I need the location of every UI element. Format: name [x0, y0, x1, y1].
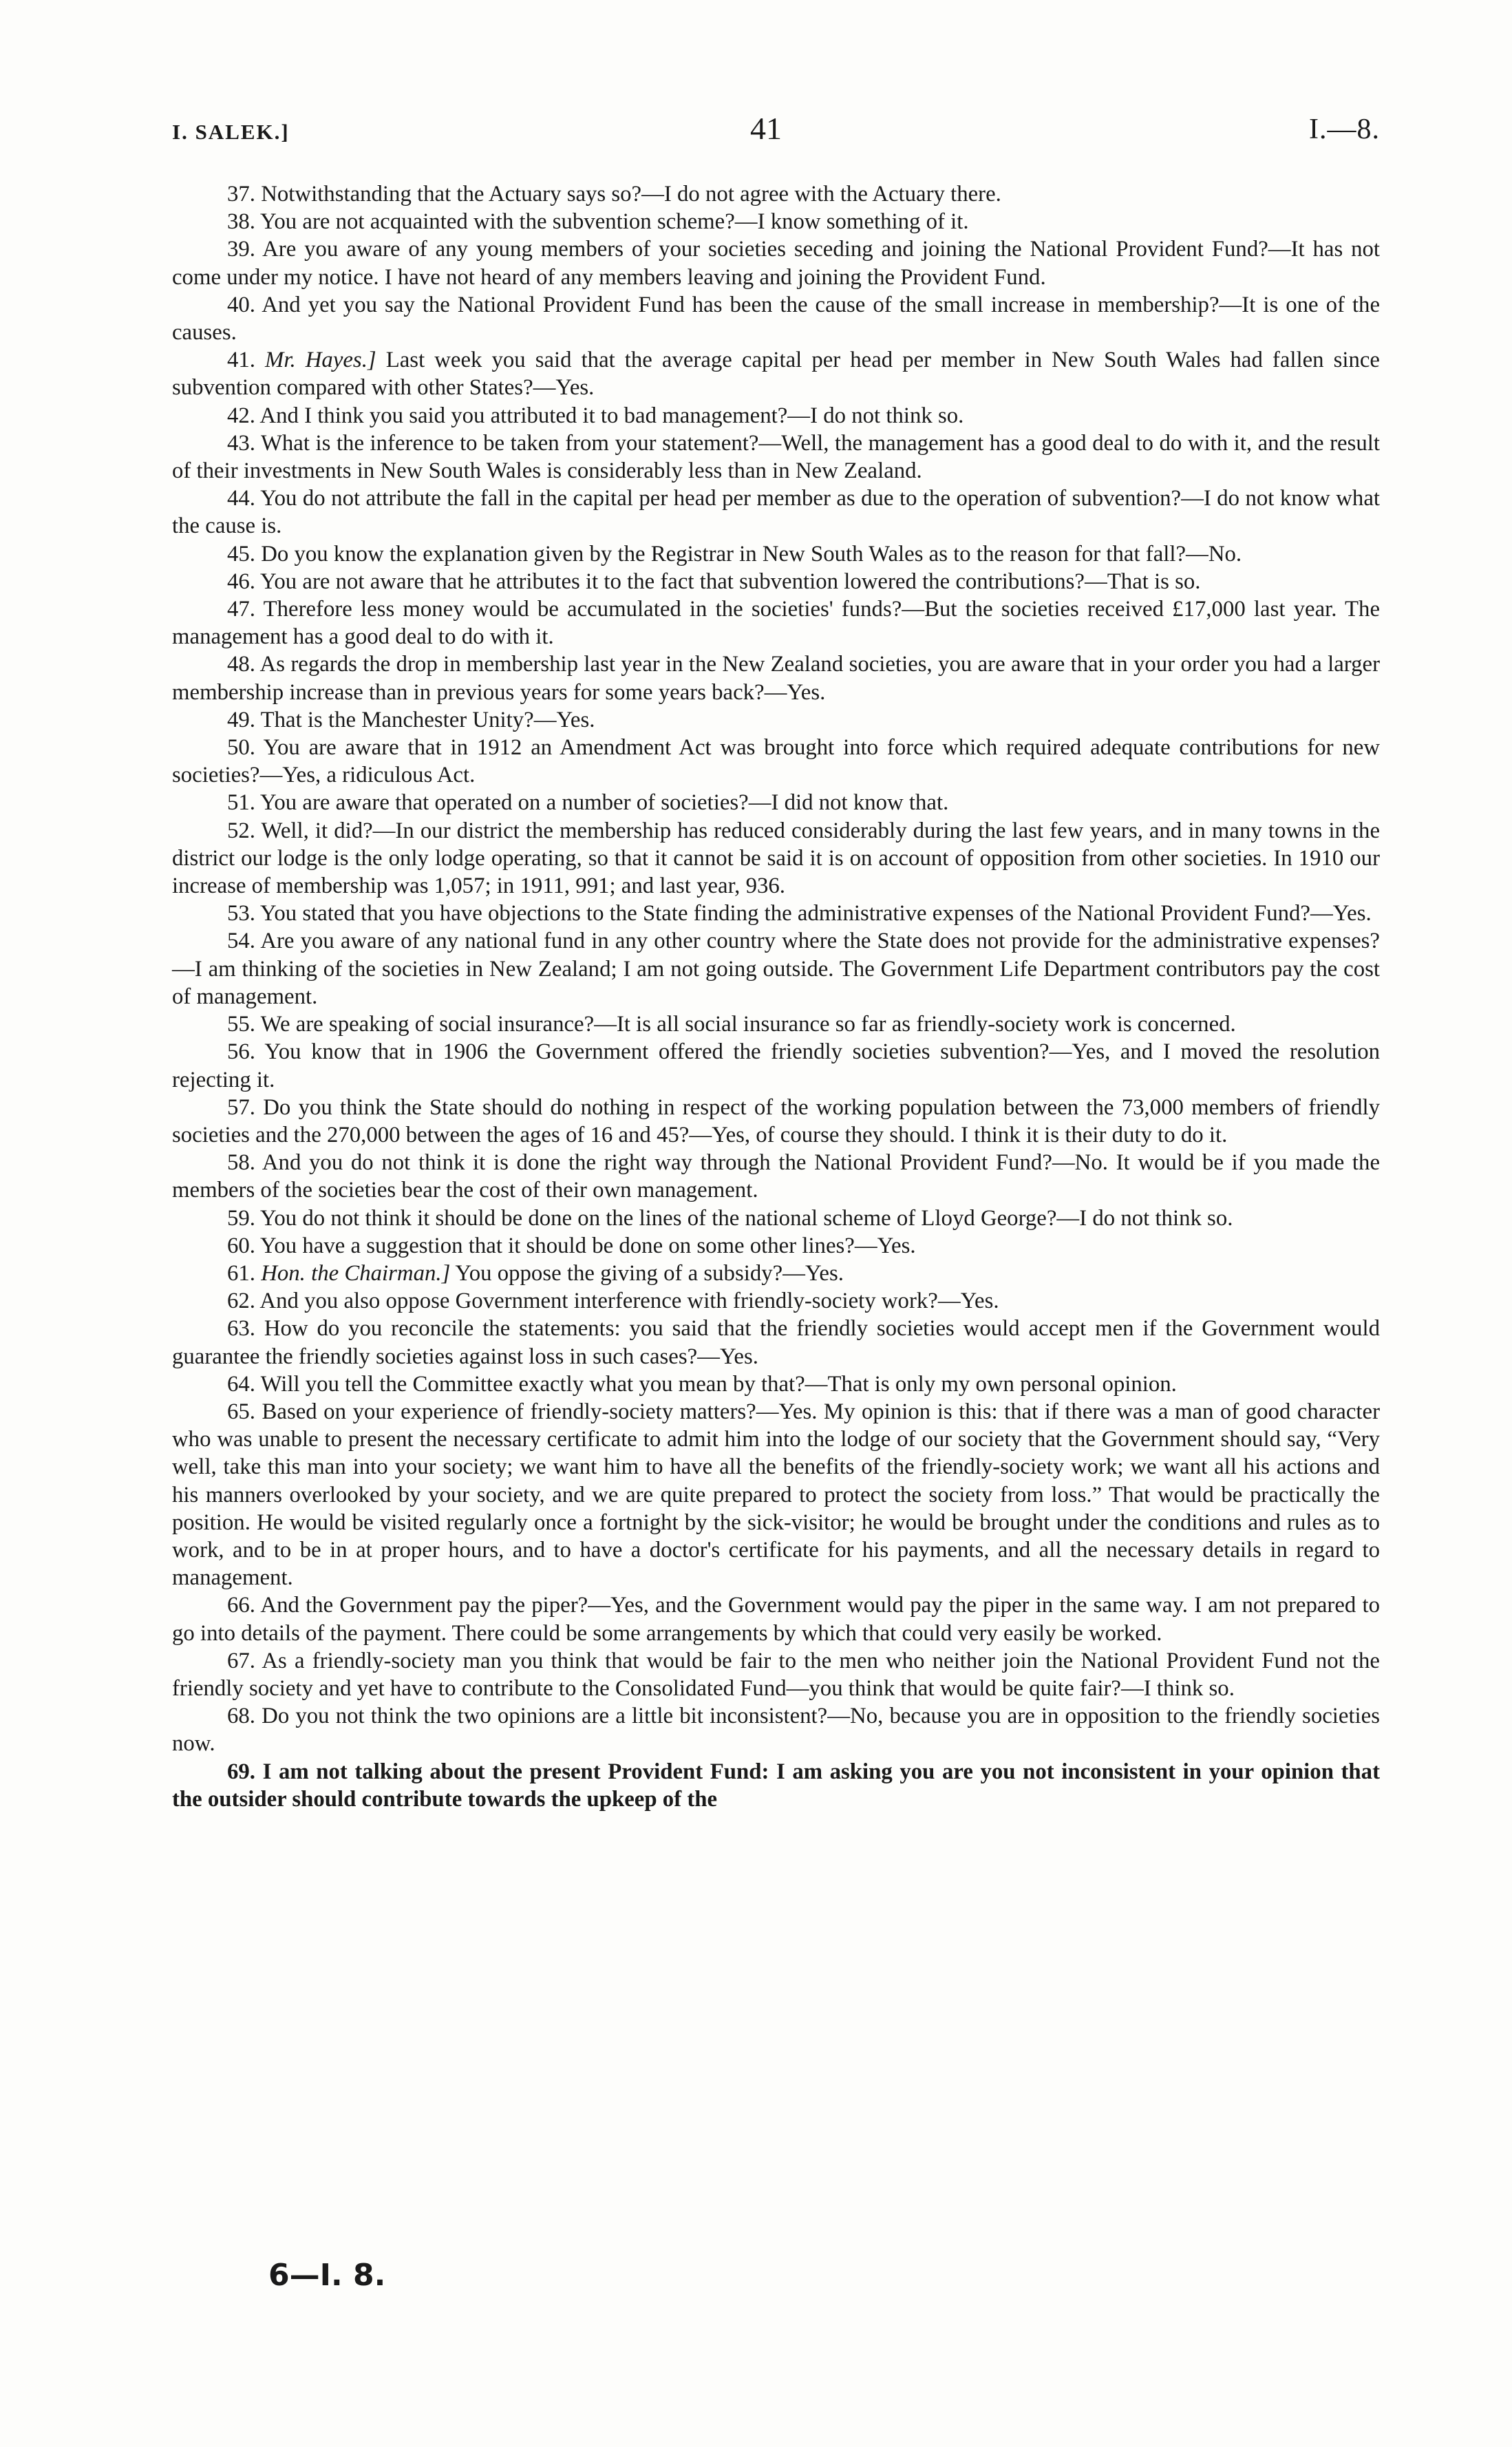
question-text: You are not aware that he attributes it to the fact that subvention lowered the contributions?—That is so.	[259, 569, 1201, 594]
question-text: Are you aware of any young members of your societies seceding and joining the National Provident Fund?—It has not come under my notice. I have not heard of any members leaving and joining the Provident Fund.	[172, 237, 1381, 290]
question-number: 52.	[227, 818, 255, 843]
question-paragraph	[172, 1094, 1380, 1149]
page-body	[172, 180, 1380, 1813]
question-paragraph	[172, 1591, 1380, 1646]
question-text: Will you tell the Committee exactly what you mean by that?—That is only my own personal opinion.	[260, 1371, 1177, 1397]
question-paragraph	[172, 595, 1380, 650]
question-paragraph	[172, 1232, 1380, 1260]
page-number: 41	[750, 111, 782, 146]
question-number: 58.	[227, 1150, 255, 1176]
question-number: 53.	[227, 901, 255, 926]
question-number: 48.	[227, 652, 255, 677]
question-number: 62.	[227, 1289, 255, 1314]
question-number: 66.	[227, 1593, 255, 1618]
question-number: 43.	[227, 430, 255, 456]
question-number: 64.	[227, 1371, 255, 1397]
question-number: 37.	[227, 182, 255, 206]
question-number: 65.	[227, 1399, 255, 1424]
question-number: 42.	[227, 403, 255, 428]
question-text: And you also oppose Government interference with friendly-society work?—Yes.	[259, 1289, 999, 1314]
question-number: 59.	[227, 1205, 255, 1231]
question-text: As regards the drop in membership last year in the New Zealand societies, you are aware that in your order you had a larger membership increase than in previous years for some years back?—Yes.	[172, 652, 1381, 705]
question-paragraph	[172, 1758, 1380, 1813]
question-paragraph	[172, 1205, 1380, 1232]
question-text: Based on your experience of friendly-society matters?—Yes. My opinion is this: that if there was a man of good character who was unable to present the necessary certificate to admit him into the lodge of our society that the Government should say, “Very well, take this man into your society; we want him to have all the benefits of the friendly-society work; we want all his actions and his manners overlooked by your society, and we are quite prepared to protect the society from loss.” That would be practically the position. He would be visited regularly once a fortnight by the sick-visitor; he would be brought under the conditions and rules as to work, and to be in at proper hours, and to have a doctor's certificate for his payments, and all the necessary details in regard to management.	[172, 1399, 1380, 1591]
question-number: 57.	[227, 1094, 255, 1120]
question-text: You have a suggestion that it should be done on some other lines?—Yes.	[259, 1233, 916, 1258]
question-paragraph	[172, 1287, 1380, 1315]
question-paragraph	[172, 650, 1380, 706]
question-number: 45.	[227, 541, 255, 566]
question-paragraph	[172, 1647, 1380, 1702]
question-paragraph	[172, 1149, 1380, 1204]
question-text: You are not acquainted with the subvention scheme?—I know something of it.	[259, 209, 969, 235]
question-number: 44.	[227, 486, 255, 511]
question-text: You are aware that in 1912 an Amendment Act was brought into force which required adequate contributions for new societies?—Yes, a ridiculous Act.	[172, 735, 1381, 788]
signature-mark: 6—I. 8.	[268, 2258, 386, 2293]
header-right: I.—8.	[1309, 114, 1380, 145]
question-text: Well, it did?—In our district the membership has reduced considerably during the last few years, and in many towns in the district our lodge is the only lodge operating, so that it cannot be said it is on account of opposition from other societies. In 1910 our increase of membership was 1,057; in 1911, 991; and last year, 936.	[172, 818, 1380, 899]
question-paragraph	[172, 1010, 1380, 1038]
question-paragraph	[172, 430, 1380, 485]
question-paragraph	[172, 1315, 1380, 1370]
question-number: 69.	[227, 1759, 255, 1784]
question-text: You stated that you have objections to the State finding the administrative expenses of the National Provident Fund?—Yes.	[259, 901, 1372, 926]
question-paragraph	[172, 817, 1380, 900]
question-text: And the Government pay the piper?—Yes, and the Government would pay the piper in the same way. I am not prepared to go into details of the payment. There could be some arrangements by which that could very easily be worked.	[172, 1593, 1381, 1646]
question-paragraph	[172, 540, 1380, 568]
speaker-label: Hon. the Chairman.]	[261, 1260, 451, 1286]
question-text: You are aware that operated on a number of societies?—I did not know that.	[259, 790, 949, 816]
question-text: Do you not think the two opinions are a little bit inconsistent?—No, because you are in opposition to the friendly societies now.	[172, 1704, 1380, 1757]
question-number: 50.	[227, 735, 255, 761]
question-paragraph	[172, 900, 1380, 927]
question-text: Last week you said that the average capital per head per member in New South Wales had fallen since subvention compared with other States?—Yes.	[172, 348, 1380, 401]
question-paragraph	[172, 1370, 1380, 1398]
question-paragraph	[172, 1702, 1380, 1757]
question-paragraph	[172, 291, 1380, 346]
question-text: Do you know the explanation given by the Registrar in New South Wales as to the reason for that fall?—No.	[261, 541, 1242, 566]
question-text: And yet you say the National Provident Fund has been the cause of the small increase in membership?—It is one of the causes.	[172, 292, 1381, 346]
question-number: 60.	[227, 1233, 255, 1258]
question-number: 51.	[227, 790, 255, 816]
question-number: 55.	[227, 1012, 255, 1037]
question-text: You do not attribute the fall in the capital per head per member as due to the operation of subvention?—I do not know what the cause is.	[172, 486, 1380, 539]
question-text: What is the inference to be taken from your statement?—Well, the management has a good deal to do with it, and the result of their investments in New South Wales is considerably less than in New Zealand.	[172, 430, 1380, 484]
question-number: 39.	[227, 237, 255, 262]
question-paragraph	[172, 1038, 1380, 1093]
question-text: Notwithstanding that the Actuary says so?—I do not agree with the Actuary there.	[261, 182, 1001, 206]
question-text: That is the Manchester Unity?—Yes.	[260, 707, 595, 732]
question-text: As a friendly-society man you think that would be fair to the men who neither join the National Provident Fund not the friendly society and yet have to contribute to the Consolidated Fund—you think that would be quite fair?—I think so.	[172, 1648, 1380, 1701]
question-number: 40.	[227, 292, 255, 317]
header-left: I. SALEK.]	[172, 120, 290, 144]
question-number: 63.	[227, 1316, 255, 1342]
question-text: You oppose the giving of a subsidy?—Yes.	[450, 1260, 844, 1286]
question-number: 61.	[227, 1260, 255, 1286]
question-paragraph	[172, 1260, 1380, 1287]
question-text: I am not talking about the present Provident Fund: I am asking you are you not inconsistent in your opinion that the outsider should contribute towards the upkeep of the	[172, 1759, 1380, 1812]
question-text: How do you reconcile the statements: you said that the friendly societies would accept men if the Government would guarantee the friendly societies against loss in such cases?—Yes.	[172, 1316, 1380, 1369]
question-paragraph	[172, 208, 1380, 235]
question-text: Do you think the State should do nothing in respect of the working population between the 73,000 members of friendly societies and the 270,000 between the ages of 16 and 45?—Yes, of course they should. I think it is their duty to do it.	[172, 1094, 1380, 1147]
question-number: 67.	[227, 1648, 255, 1673]
question-paragraph	[172, 402, 1380, 430]
question-paragraph	[172, 346, 1380, 401]
question-text: Are you aware of any national fund in any other country where the State does not provide for the administrative expenses?—I am thinking of the societies in New Zealand; I am not going outside. The Government Life Department contributors pay the cost of management.	[172, 929, 1380, 1009]
question-paragraph	[172, 1398, 1380, 1591]
question-paragraph	[172, 568, 1380, 595]
question-text: And I think you said you attributed it to bad management?—I do not think so.	[259, 403, 964, 428]
question-number: 41.	[227, 348, 255, 373]
question-number: 56.	[227, 1039, 255, 1065]
question-text: We are speaking of social insurance?—It is all social insurance so far as friendly-society work is concerned.	[260, 1012, 1236, 1037]
question-paragraph	[172, 789, 1380, 816]
page-header	[172, 110, 1380, 151]
question-text: And you do not think it is done the right way through the National Provident Fund?—No. It would be if you made the members of the societies bear the cost of their own management.	[172, 1150, 1381, 1203]
question-text: Therefore less money would be accumulated in the societies' funds?—But the societies received £17,000 last year. The management has a good deal to do with it.	[172, 597, 1380, 650]
question-paragraph	[172, 235, 1380, 290]
question-paragraph	[172, 706, 1380, 734]
question-number: 47.	[227, 597, 255, 622]
question-paragraph	[172, 927, 1380, 1010]
question-number: 46.	[227, 569, 255, 594]
speaker-label: Mr. Hayes.]	[265, 348, 376, 373]
question-paragraph	[172, 734, 1380, 789]
question-number: 68.	[227, 1704, 255, 1729]
question-number: 38.	[227, 209, 255, 235]
question-paragraph	[172, 180, 1380, 208]
question-number: 49.	[227, 707, 255, 732]
question-text: You do not think it should be done on the lines of the national scheme of Lloyd George?—I do not think so.	[259, 1205, 1233, 1231]
question-number: 54.	[227, 929, 255, 954]
question-text: You know that in 1906 the Government offered the friendly societies subvention?—Yes, and I moved the resolution rejecting it.	[172, 1039, 1380, 1092]
question-paragraph	[172, 485, 1380, 540]
